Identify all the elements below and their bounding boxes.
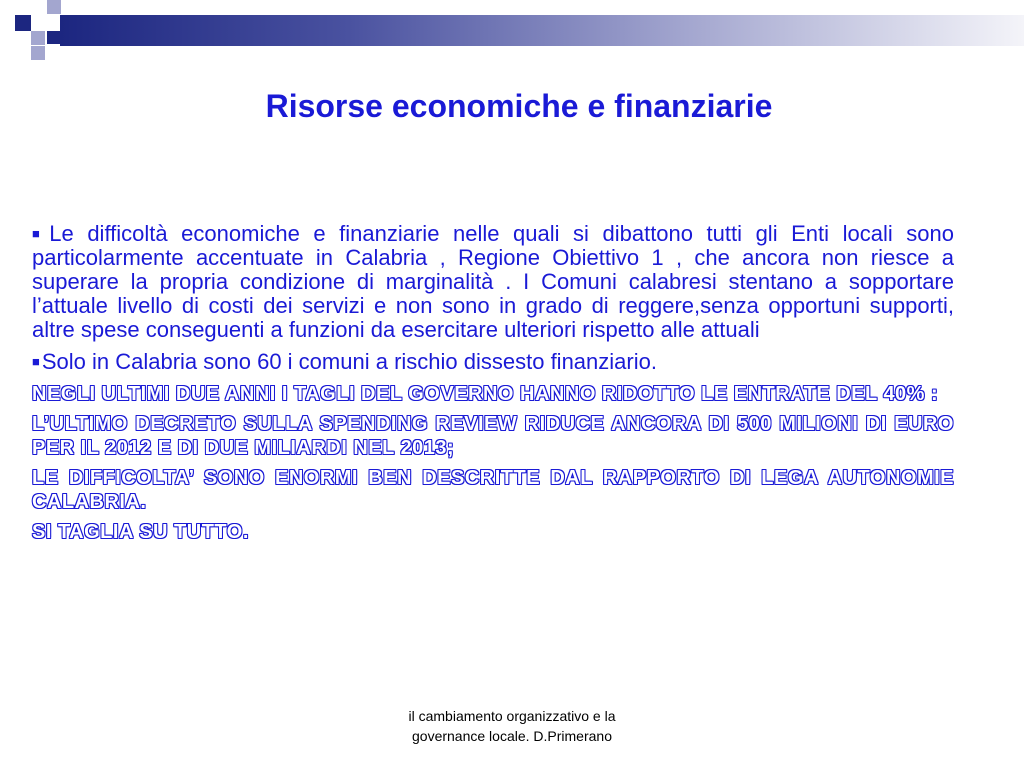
decorative-square xyxy=(47,0,61,14)
bullet-text: Le difficoltà economiche e finanziarie nelle quali si dibattono tutti gli Enti locali sono particolarmente accentuate in Calabria , Regione Obiettivo 1 , che ancora non riesce a superare la propria condizione di marginalità . I Comuni calabresi stentano a sopportare l’attuale livello di costi dei servizi e non sono in grado di reggere,senza opportuni supporti, altre spese conseguenti a funzioni da esercitare ulteriori rispetto alle attuali xyxy=(32,221,954,342)
header-gradient-bar xyxy=(60,15,1024,46)
caps-statement: NEGLI ULTIMI DUE ANNI I TAGLI DEL GOVERNO HANNO RIDOTTO LE ENTRATE DEL 40% : xyxy=(32,383,939,405)
bullet-paragraph xyxy=(32,222,954,342)
decorative-square xyxy=(31,31,45,45)
slide-footer xyxy=(362,706,662,746)
footer-line: governance locale. D.Primerano xyxy=(412,728,612,744)
caps-statement: SI TAGLIA SU TUTTO. xyxy=(32,521,249,543)
decorative-square xyxy=(31,46,45,60)
decorative-square xyxy=(47,31,60,44)
caps-statement: L’ULTIMO DECRETO SULLA SPENDING REVIEW RIDUCE ANCORA DI 500 MILIONI DI EURO PER IL 2012 E DI DUE MILIARDI NEL 2013; xyxy=(32,413,954,459)
bullet-text: Solo in Calabria sono 60 i comuni a rischio dissesto finanziario. xyxy=(41,349,657,374)
slide-title: Risorse economiche e finanziarie xyxy=(265,88,773,124)
footer-line: il cambiamento organizzativo e la xyxy=(408,708,616,724)
square-bullet-icon: ■ xyxy=(32,226,48,241)
decorative-square xyxy=(15,15,31,31)
slide-body xyxy=(32,222,954,550)
caps-statement: LE DIFFICOLTA’ SONO ENORMI BEN DESCRITTE DAL RAPPORTO DI LEGA AUTONOMIE CALABRIA. xyxy=(32,467,954,513)
bullet-paragraph xyxy=(32,350,954,374)
square-bullet-icon: ■ xyxy=(32,354,40,369)
